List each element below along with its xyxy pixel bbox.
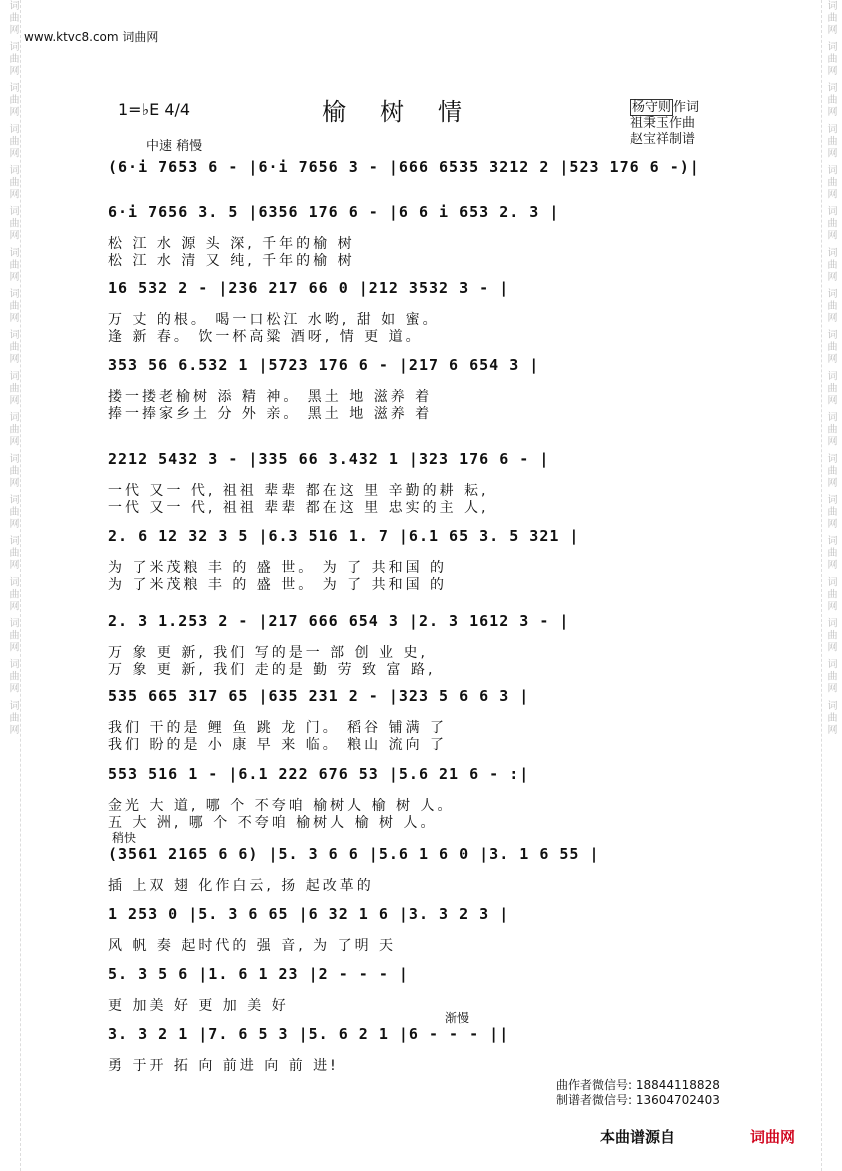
lyricist-suffix: 作词	[673, 100, 700, 115]
expression-marking: 渐慢	[445, 1011, 470, 1025]
music-line: 553 516 1 - |6.1 222 676 53 |5.6 21 6 - :|	[108, 765, 530, 783]
lyric-line: 为 了米茂粮 丰 的 盛 世。 为 了 共和国 的	[108, 560, 448, 576]
music-line: 535 665 317 65 |635 231 2 - |323 5 6 6 3 |	[108, 687, 530, 705]
lyric-line: 万 象 更 新, 我们 走的是 勤 劳 致 富 路,	[108, 662, 436, 678]
music-line: 6·i 7656 3. 5 |6356 176 6 - |6 6 i 653 2. 3 |	[108, 203, 560, 221]
lyric-line: 搂一搂老榆树 添 精 神。 黑土 地 滋养 着	[108, 389, 433, 405]
lyricist-name: 杨守则	[632, 100, 672, 115]
tempo-marking: 中速 稍慢	[146, 139, 203, 154]
lyric-line: 插 上双 翅 化作白云, 扬 起改革的	[108, 878, 374, 894]
lyric-line: 万 丈 的根。 喝一口松江 水哟, 甜 如 蜜。	[108, 312, 440, 328]
music-line: 2. 6 12 32 3 5 |6.3 516 1. 7 |6.1 65 3. 5 321 |	[108, 527, 580, 545]
credits	[630, 100, 699, 148]
source-label: 本曲谱源自	[600, 1128, 676, 1146]
lyric-line: 为 了米茂粮 丰 的 盛 世。 为 了 共和国 的	[108, 577, 448, 593]
composer-credit: 祖秉玉作曲	[630, 116, 696, 131]
lyric-line: 一代 又一 代, 祖祖 辈辈 都在这 里 忠实的主 人,	[108, 500, 489, 516]
lyric-line: 勇 于开 拓 向 前进 向 前 进!	[108, 1058, 339, 1074]
music-line: (6·i 7653 6 - |6·i 7656 3 - |666 6535 3212 2 |523 176 6 -)|	[108, 158, 700, 176]
lyric-line: 风 帆 奏 起时代的 强 音, 为 了明 天	[108, 938, 397, 954]
music-line: 2212 5432 3 - |335 66 3.432 1 |323 176 6 - |	[108, 450, 550, 468]
lyric-line: 我们 干的是 鲤 鱼 跳 龙 门。 稻谷 铺满 了	[108, 720, 448, 736]
arranger-wechat: 制谱者微信号: 13604702403	[556, 1093, 720, 1107]
watermark-right: 词曲网 词曲网 词曲网 词曲网 词曲网 词曲网 词曲网 词曲网 词曲网 词曲网 词曲网 词曲网 词曲网 词曲网 词曲网 词曲网 词曲网 词曲网	[821, 0, 838, 1171]
lyric-line: 松 江 水 清 又 纯, 千年的榆 树	[108, 253, 355, 269]
lyric-line: 金光 大 道, 哪 个 不夸咱 榆树人 榆 树 人。	[108, 798, 455, 814]
arranger-credit: 赵宝祥制谱	[630, 132, 696, 147]
music-line: 1 253 0 |5. 3 6 65 |6 32 1 6 |3. 3 2 3 |	[108, 905, 510, 923]
contact-info	[556, 1078, 720, 1108]
lyric-line: 五 大 洲, 哪 个 不夸咱 榆树人 榆 树 人。	[108, 815, 438, 831]
composer-wechat: 曲作者微信号: 18844118828	[556, 1078, 720, 1092]
expression-marking: 稍快	[112, 831, 137, 845]
music-line: 3. 3 2 1 |7. 6 5 3 |5. 6 2 1 |6 - - - ||	[108, 1025, 510, 1043]
brand-link[interactable]: 词曲网	[750, 1128, 796, 1146]
music-line: 5. 3 5 6 |1. 6 1 23 |2 - - - |	[108, 965, 409, 983]
music-line: (3561 2165 6 6) |5. 3 6 6 |5.6 1 6 0 |3. 1 6 55 |	[108, 845, 600, 863]
watermark-left: 词曲网 词曲网 词曲网 词曲网 词曲网 词曲网 词曲网 词曲网 词曲网 词曲网 词曲网 词曲网 词曲网 词曲网 词曲网 词曲网 词曲网 词曲网	[4, 0, 21, 1171]
lyric-line: 更 加美 好 更 加 美 好	[108, 998, 289, 1014]
lyric-line: 松 江 水 源 头 深, 千年的榆 树	[108, 236, 355, 252]
lyric-line: 捧一捧家乡土 分 外 亲。 黑土 地 滋养 着	[108, 406, 433, 422]
music-line: 2. 3 1.253 2 - |217 666 654 3 |2. 3 1612 3 - |	[108, 612, 570, 630]
lyric-line: 逢 新 春。 饮一杯高粱 酒呀, 情 更 道。	[108, 329, 423, 345]
music-line: 16 532 2 - |236 217 66 0 |212 3532 3 - |	[108, 279, 510, 297]
site-url[interactable]: www.ktvc8.com 词曲网	[24, 30, 159, 44]
song-title: 榆树情	[322, 98, 496, 126]
lyric-line: 万 象 更 新, 我们 写的是一 部 创 业 史,	[108, 645, 428, 661]
music-line: 353 56 6.532 1 |5723 176 6 - |217 6 654 3 |	[108, 356, 540, 374]
key-signature: 1=♭E 4/4	[118, 100, 191, 119]
lyric-line: 我们 盼的是 小 康 早 来 临。 粮山 流向 了	[108, 737, 448, 753]
lyric-line: 一代 又一 代, 祖祖 辈辈 都在这 里 辛勤的耕 耘,	[108, 483, 489, 499]
